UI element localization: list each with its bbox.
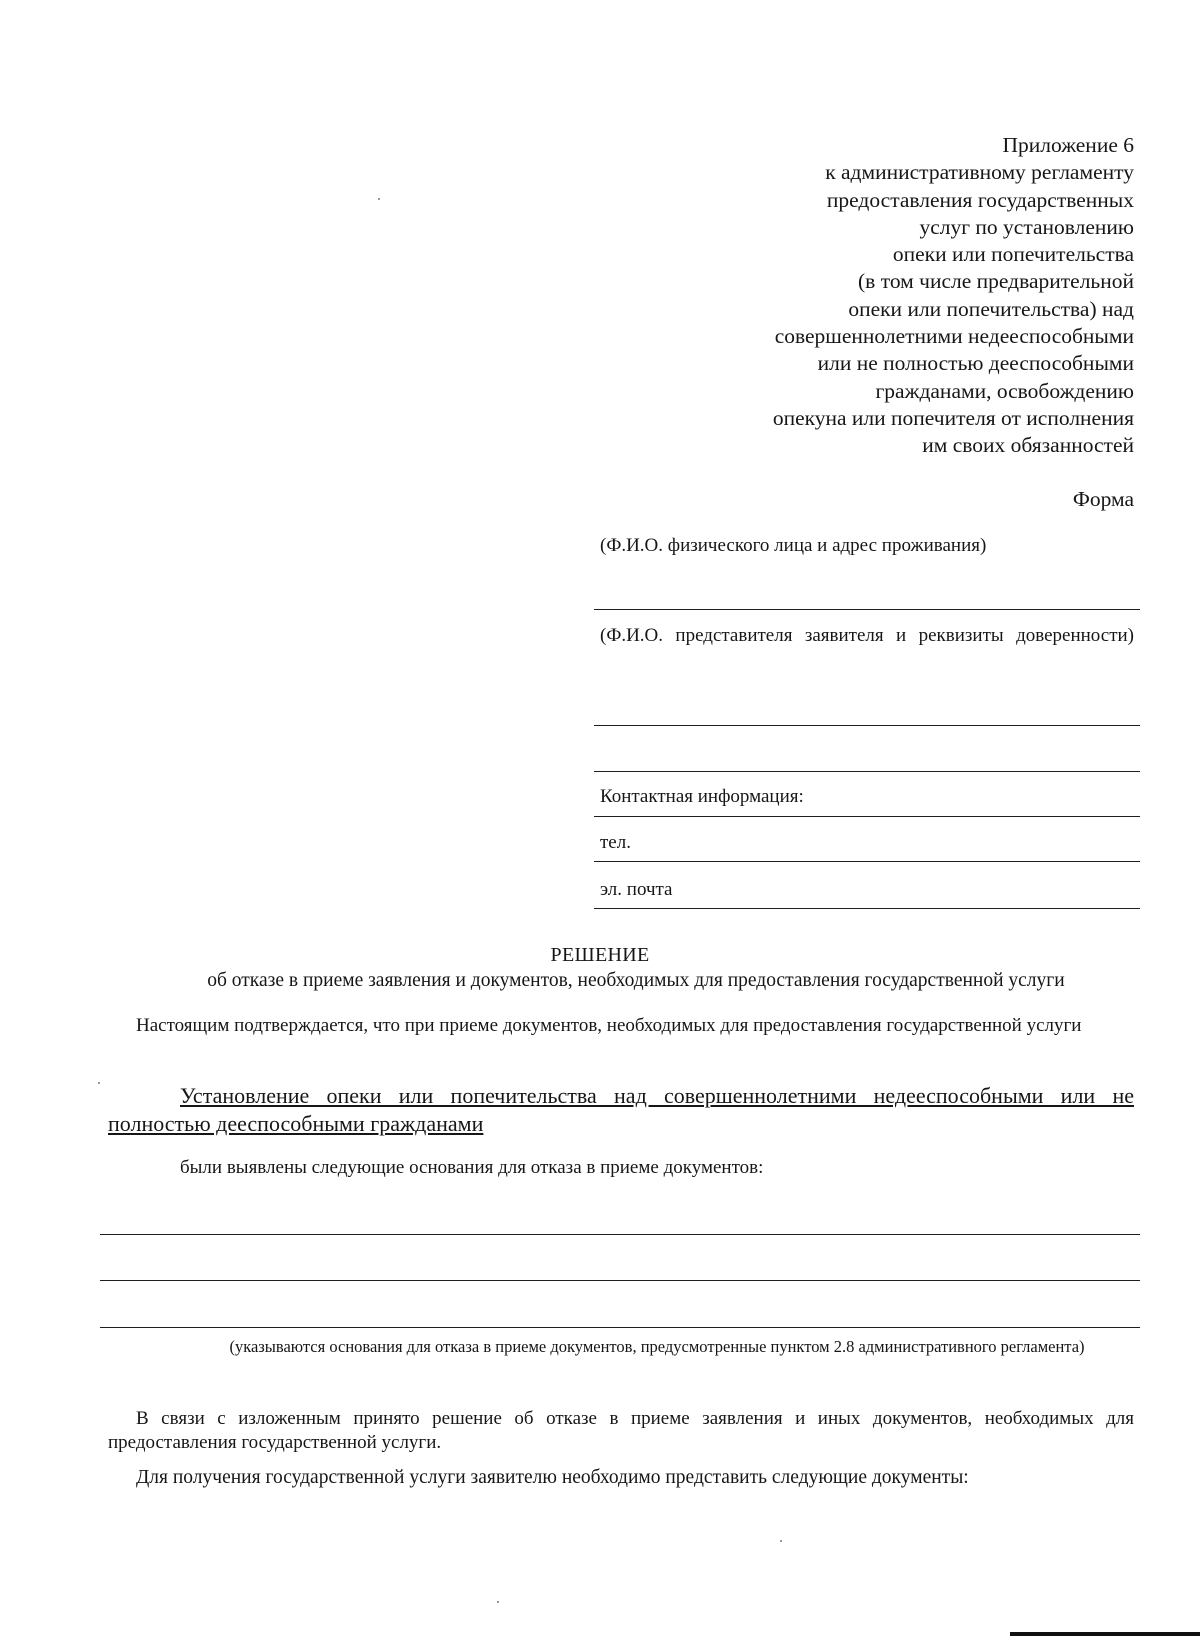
decision-subtitle: об отказе в приеме заявления и документов, необходимых для предоставления государственной услуги (207, 970, 1065, 991)
scan-speck (378, 198, 380, 200)
grounds-line-1 (100, 1234, 1140, 1235)
phone-line (594, 861, 1140, 862)
appendix-line: гражданами, освобождению (875, 378, 1134, 403)
appendix-line: опеки или попечительства) над (848, 296, 1134, 321)
scan-edge-mark (1010, 1632, 1200, 1636)
appendix-line: Приложение 6 (1002, 133, 1134, 157)
appendix-line: или не полностью дееспособными (817, 351, 1134, 376)
applicant-caption: (Ф.И.О. физического лица и адрес проживания) (600, 535, 987, 556)
representative-line-2 (594, 771, 1140, 772)
scan-speck (497, 1601, 499, 1603)
scan-speck (98, 1082, 100, 1084)
appendix-header (674, 132, 1134, 460)
grounds-line-2 (100, 1280, 1140, 1281)
appendix-line: им своих обязанностей (922, 433, 1134, 458)
form-label: Форма (1072, 487, 1134, 511)
appendix-line: опеки или попечительства (892, 242, 1134, 267)
contact-line (594, 816, 1140, 817)
contact-caption: Контактная информация: (600, 786, 804, 807)
grounds-note: (указываются основания для отказа в приеме документов, предусмотренные пунктом 2.8 административного регламента) (229, 1337, 1085, 1356)
scan-speck (780, 1540, 782, 1542)
documents-intro: Для получения государственной услуги заявителю необходимо представить следующие документы: (136, 1467, 969, 1488)
email-label: эл. почта (600, 879, 673, 900)
representative-caption: (Ф.И.О. представителя заявителя и реквизиты доверенности) (600, 625, 1134, 646)
confirm-paragraph: Настоящим подтверждается, что при приеме документов, необходимых для предоставления государственной услуги (136, 1015, 1082, 1036)
appendix-line: к административному регламенту (825, 160, 1134, 185)
appendix-line: (в том числе предварительной (858, 269, 1134, 294)
email-line (594, 908, 1140, 909)
representative-line-1 (594, 725, 1140, 726)
conclusion-paragraph: В связи с изложенным принято решение об отказе в приеме заявления и иных документов, необходимых для предоставления государственной услуги. (108, 1408, 1134, 1453)
decision-title: РЕШЕНИЕ (550, 944, 650, 966)
appendix-line: предоставления государственных (826, 187, 1134, 212)
appendix-line: услуг по установлению (919, 214, 1134, 239)
service-name: Установление опеки или попечительства над совершеннолетними недееспособными или не полностью дееспособными гражданами (108, 1083, 1134, 1136)
appendix-line: совершеннолетними недееспособными (774, 324, 1134, 349)
phone-label: тел. (600, 832, 631, 853)
applicant-line (594, 609, 1140, 610)
grounds-line-3 (100, 1327, 1140, 1328)
appendix-line: опекуна или попечителя от исполнения (772, 405, 1134, 430)
grounds-intro: были выявлены следующие основания для отказа в приеме документов: (180, 1157, 764, 1178)
